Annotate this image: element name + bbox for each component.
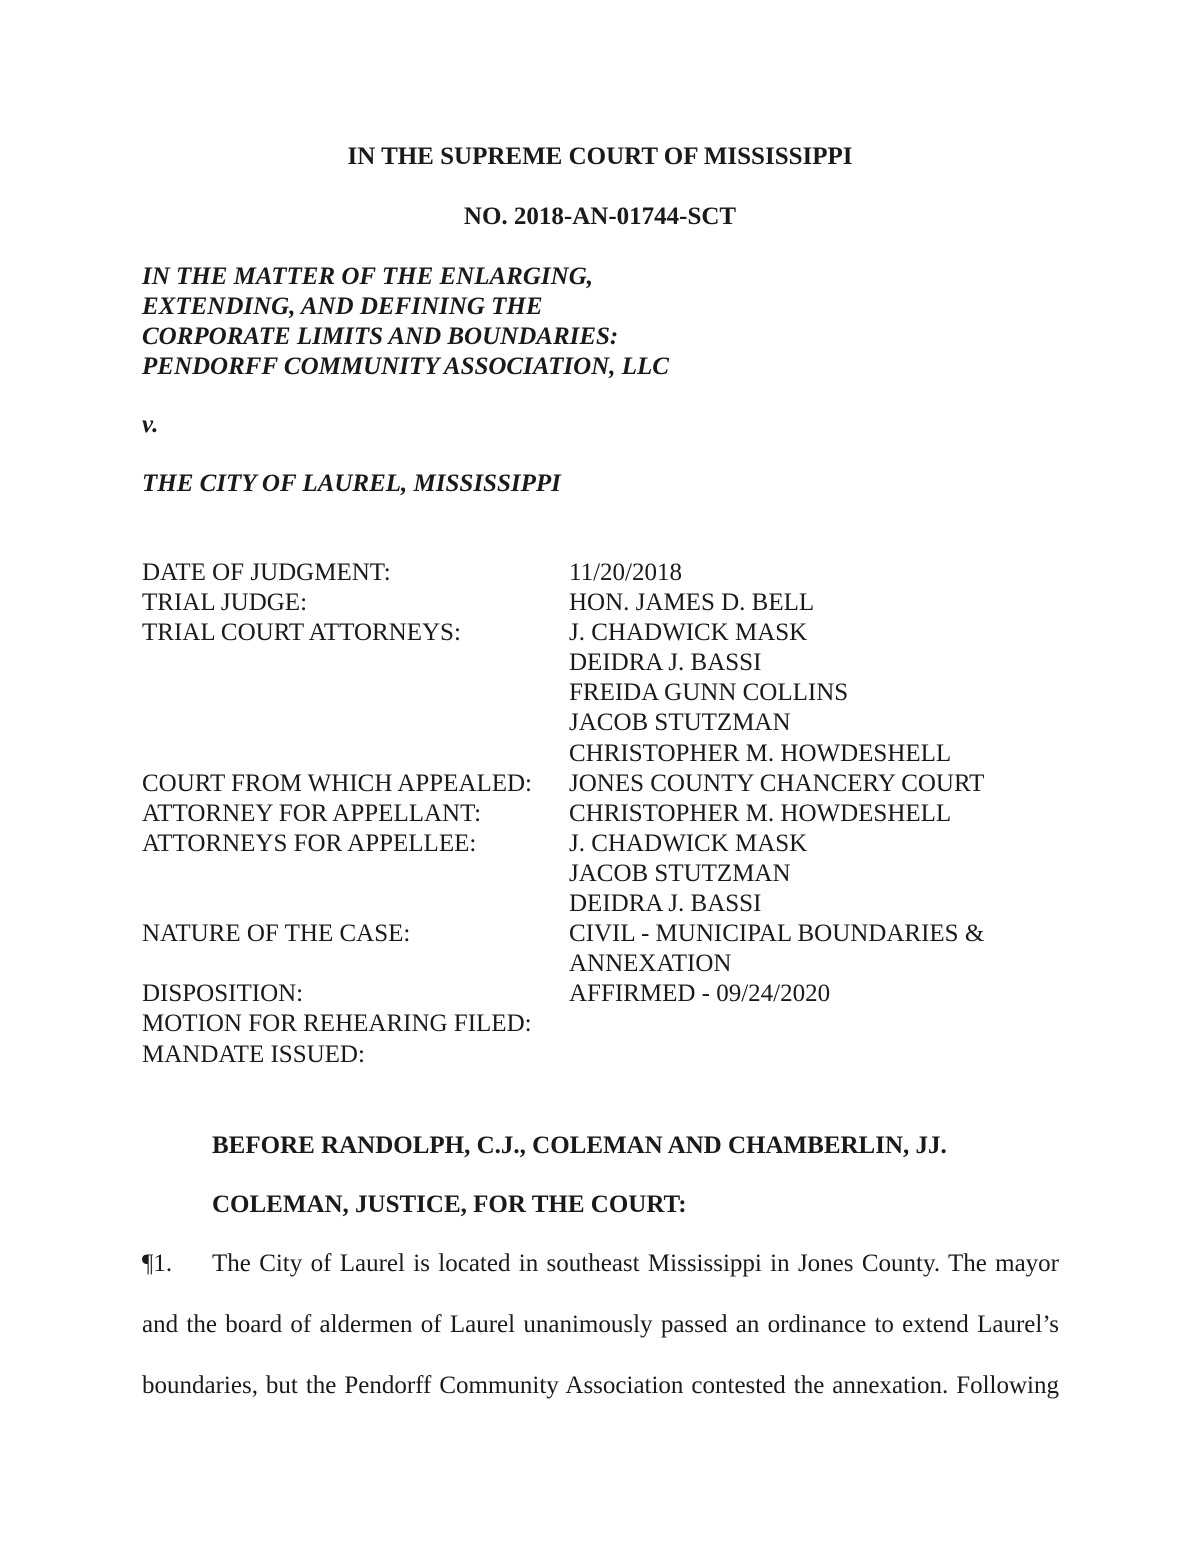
paragraph-line: boundaries, but the Pendorff Community Association contested the annexation. Following [142, 1372, 1059, 1399]
case-info-label: TRIAL JUDGE: [142, 589, 308, 617]
case-info-label: ATTORNEYS FOR APPELLEE: [142, 829, 477, 857]
case-info-row [142, 588, 984, 618]
case-info-table [142, 558, 984, 1070]
caption-line: IN THE MATTER OF THE ENLARGING, [142, 263, 594, 290]
case-info-row [142, 739, 984, 769]
caption-line: EXTENDING, AND DEFINING THE [142, 293, 543, 320]
case-info-row [142, 769, 984, 799]
case-info-label-spacer [142, 889, 569, 919]
case-info-row [142, 799, 984, 829]
case-info-label-spacer [142, 949, 569, 979]
case-number: NO. 2018-AN-01744-SCT [463, 203, 737, 230]
case-info-row [142, 949, 984, 979]
paragraph-line: and the board of aldermen of Laurel unanimously passed an ordinance to extend Laurel’s [142, 1311, 1059, 1338]
case-info-value: J. CHADWICK MASK [569, 619, 808, 647]
case-info-label-spacer [142, 859, 569, 889]
case-info-label-spacer [142, 648, 569, 678]
case-info-label-spacer [142, 739, 569, 769]
versus-label: v. [142, 411, 159, 438]
case-info-value: JACOB STUTZMAN [569, 859, 791, 887]
case-info-label-spacer [142, 678, 569, 708]
caption-line: PENDORFF COMMUNITY ASSOCIATION, LLC [142, 353, 669, 380]
case-info-label: NATURE OF THE CASE: [142, 920, 411, 948]
case-info-row [142, 678, 984, 708]
case-info-label: ATTORNEY FOR APPELLANT: [142, 799, 482, 827]
case-info-label: DATE OF JUDGMENT: [142, 559, 391, 586]
case-info-row [142, 708, 984, 738]
case-info-value: CHRISTOPHER M. HOWDESHELL [569, 799, 952, 827]
case-info-row [142, 919, 984, 949]
case-info-row [142, 889, 984, 919]
panel-line: BEFORE RANDOLPH, C.J., COLEMAN AND CHAMBERLIN, JJ. [212, 1132, 947, 1159]
case-info-row [142, 859, 984, 889]
paragraph-line [142, 1250, 1059, 1278]
case-info-value: 11/20/2018 [569, 559, 682, 586]
case-caption [142, 262, 669, 382]
case-info-label: DISPOSITION: [142, 980, 304, 1008]
case-info-row [142, 829, 984, 859]
case-info-label: MANDATE ISSUED: [142, 1040, 365, 1068]
case-info-value: JONES COUNTY CHANCERY COURT [569, 769, 985, 797]
case-info-value: ANNEXATION [569, 950, 732, 978]
case-info-value: JACOB STUTZMAN [569, 709, 791, 737]
caption-line: CORPORATE LIMITS AND BOUNDARIES: [142, 323, 619, 350]
case-info-label-spacer [142, 708, 569, 738]
paragraph-text: The City of Laurel is located in southeast Mississippi in Jones County. The mayor [212, 1250, 1059, 1277]
case-info-label: COURT FROM WHICH APPEALED: [142, 769, 532, 797]
paragraph-mark: ¶1. [142, 1250, 173, 1277]
case-info-row [142, 558, 984, 588]
case-info-value: DEIDRA J. BASSI [569, 649, 762, 677]
case-info-value: CIVIL - MUNICIPAL BOUNDARIES & [569, 920, 985, 948]
case-info-row [142, 979, 984, 1009]
case-info-value: AFFIRMED - 09/24/2020 [569, 980, 831, 1008]
case-info-row [142, 648, 984, 678]
case-info-row [142, 1040, 984, 1070]
case-info-label: TRIAL COURT ATTORNEYS: [142, 619, 461, 647]
case-info-value: DEIDRA J. BASSI [569, 890, 762, 918]
case-info-value: HON. JAMES D. BELL [569, 589, 815, 617]
case-info-value: J. CHADWICK MASK [569, 829, 808, 857]
case-info-row [142, 618, 984, 648]
case-info-value: CHRISTOPHER M. HOWDESHELL [569, 739, 952, 767]
court-heading: IN THE SUPREME COURT OF MISSISSIPPI [347, 143, 853, 170]
case-info-row [142, 1009, 984, 1039]
case-info-value: FREIDA GUNN COLLINS [569, 679, 849, 707]
case-info-label: MOTION FOR REHEARING FILED: [142, 1010, 532, 1038]
author-line: COLEMAN, JUSTICE, FOR THE COURT: [212, 1191, 687, 1218]
respondent-name: THE CITY OF LAUREL, MISSISSIPPI [142, 470, 561, 497]
